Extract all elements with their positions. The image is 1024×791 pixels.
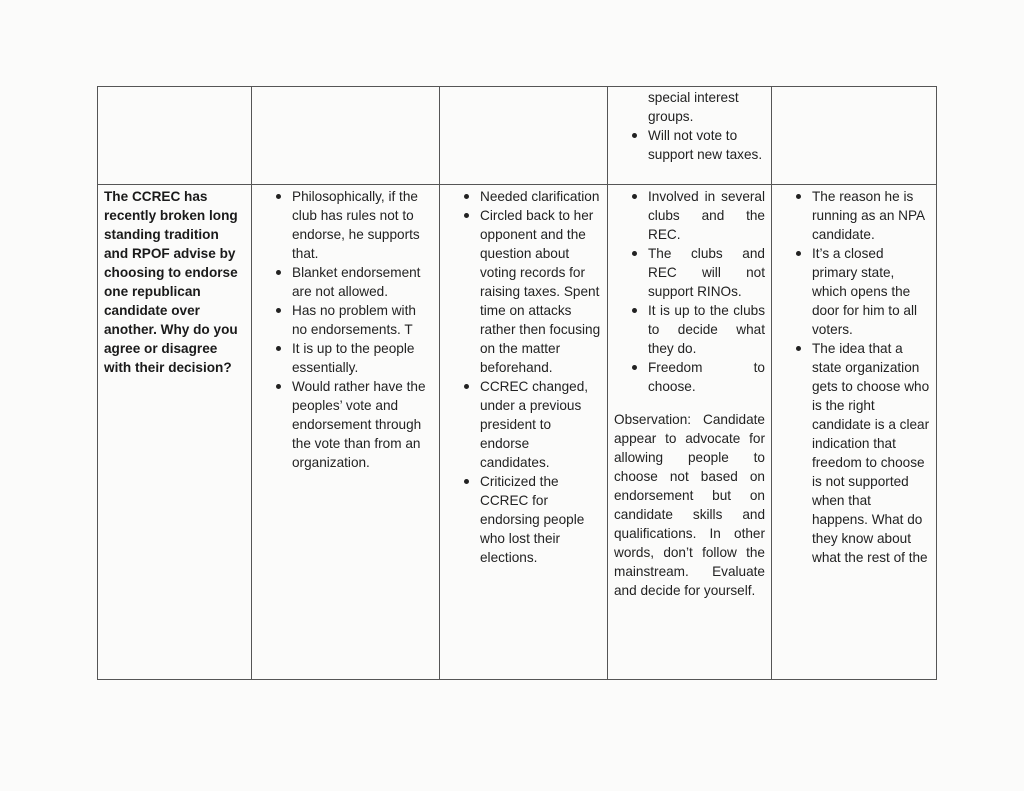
bullet-list	[778, 187, 930, 567]
list-item: Needed clarification	[464, 187, 601, 206]
list-item: Criticized the CCREC for endorsing people who lost their elections.	[464, 472, 601, 567]
list-item: The reason he is running as an NPA candidate.	[796, 187, 930, 244]
bullet-list	[614, 88, 765, 164]
list-item: Has no problem with no endorsements. T	[276, 301, 433, 339]
table-row	[98, 185, 937, 680]
list-item: Would rather have the peoples’ vote and endorsement through the vote than from an organization.	[276, 377, 433, 472]
bullet-list	[446, 187, 601, 567]
bullet-list	[614, 187, 765, 396]
table-cell-candidate-2	[440, 185, 608, 680]
table-cell-candidate-3	[608, 185, 772, 680]
list-item: Circled back to her opponent and the question about voting records for raising taxes. Spent time on attacks rather then focusing on the matter beforehand.	[464, 206, 601, 377]
list-item: The clubs and REC will not support RINOs.	[632, 244, 765, 301]
list-item: special interest groups.	[648, 90, 739, 124]
question-text: The CCREC has recently broken long standing tradition and RPOF advise by choosing to endorse one republican candidate over another. Why do you agree or disagree with their decision?	[104, 189, 238, 375]
list-item: CCREC changed, under a previous president to endorse candidates.	[464, 377, 601, 472]
responses-table	[97, 86, 937, 680]
list-item: Philosophically, if the club has rules not to endorse, he supports that.	[276, 187, 433, 263]
list-item: The idea that a state organization gets to choose who is the right candidate is a clear indication that freedom to choose is not supported when that happens. What do they know about what the rest of the	[796, 339, 930, 567]
table-cell-question	[98, 87, 252, 185]
list-item: Involved in several clubs and the REC.	[632, 187, 765, 244]
table-cell-candidate-1	[252, 185, 440, 680]
table-cell-candidate-4	[772, 185, 937, 680]
list-item: Blanket endorsement are not allowed.	[276, 263, 433, 301]
table-cell-candidate-4	[772, 87, 937, 185]
list-item: It’s a closed primary state, which opens the door for him to all voters.	[796, 244, 930, 339]
list-item: Will not vote to support new taxes.	[632, 126, 765, 164]
list-item: It is up to the clubs to decide what they do.	[632, 301, 765, 358]
table-cell-candidate-1	[252, 87, 440, 185]
observation-note: Observation: Candidate appear to advocate for allowing people to choose not based on endorsement but on candidate skills and qualifications. In other words, don’t follow the mainstream. Evaluate and decide for yourself.	[614, 412, 765, 598]
list-item: It is up to the people essentially.	[276, 339, 433, 377]
table-cell-candidate-2	[440, 87, 608, 185]
table-cell-question	[98, 185, 252, 680]
table-row	[98, 87, 937, 185]
bullet-list	[258, 187, 433, 472]
table-cell-candidate-3	[608, 87, 772, 185]
list-item: Freedom to choose.	[632, 358, 765, 396]
